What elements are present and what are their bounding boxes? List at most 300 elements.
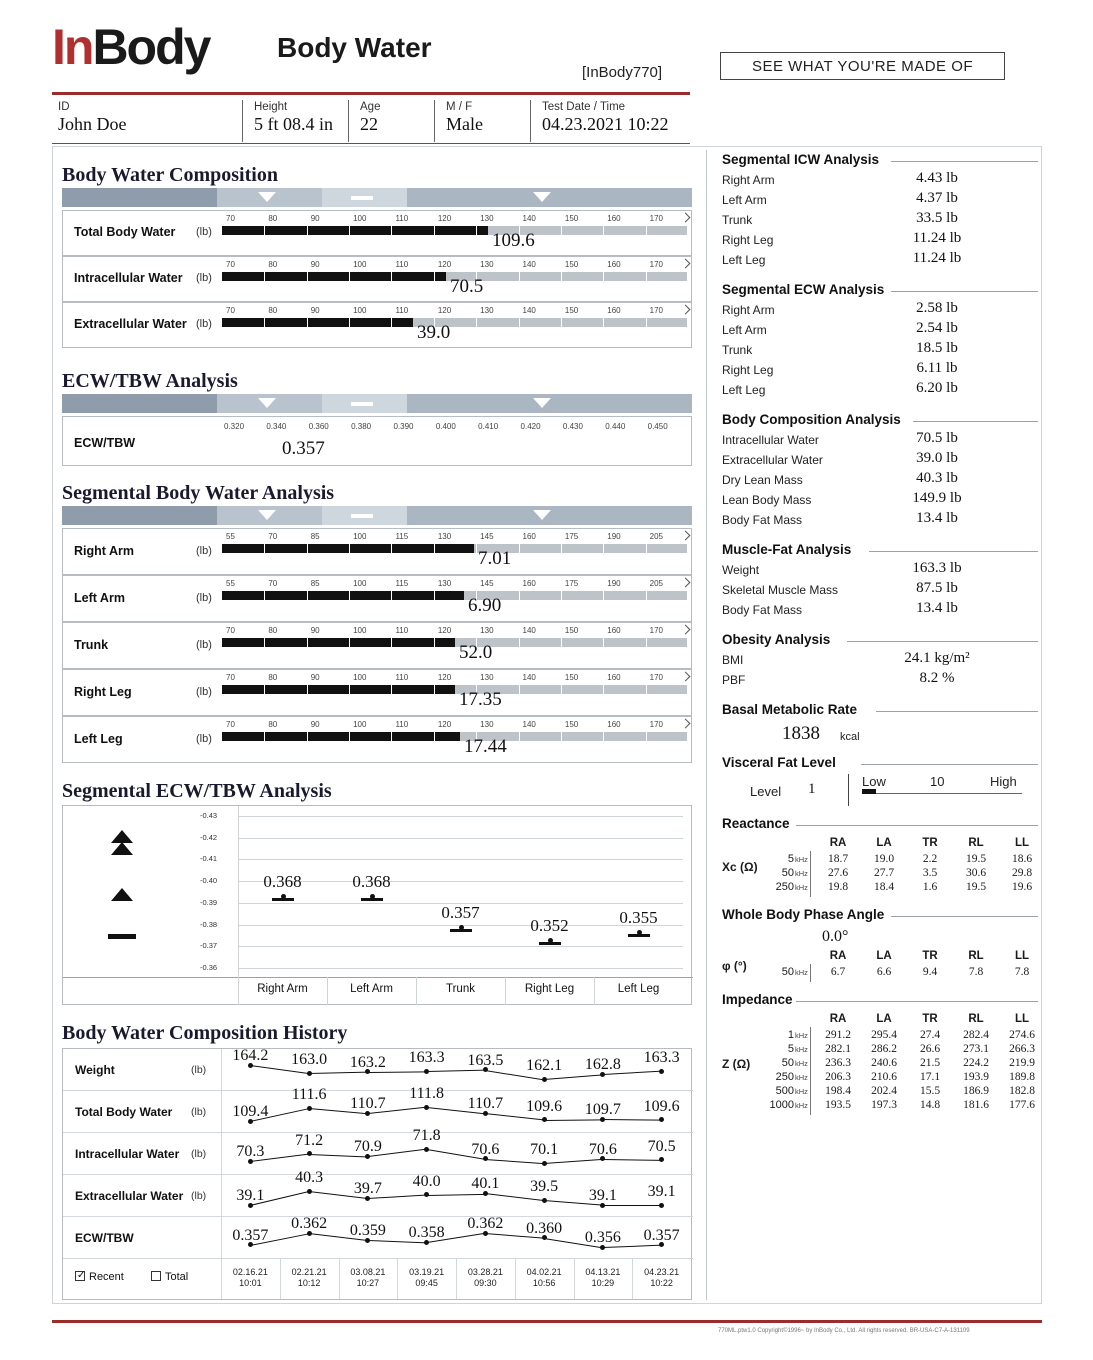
impedance-cell-3-3: 193.9 — [963, 1071, 989, 1083]
segchart-value-2: 0.357 — [441, 902, 480, 922]
reactance-cell-1-1: 27.7 — [873, 867, 895, 879]
impedance-freq-4: 500 — [775, 1085, 794, 1097]
history-date-2: 03.08.21 — [350, 1267, 386, 1277]
history-value-2-4: 70.6 — [471, 1140, 500, 1158]
history-date-cell-7 — [632, 1267, 691, 1289]
history-value-0-4: 163.5 — [467, 1051, 504, 1069]
reactance-cell-1-3: 30.6 — [965, 867, 987, 879]
report-subtitle: Body Water — [277, 32, 432, 63]
sbw-3-tick-5 — [434, 685, 435, 694]
body-composition-item-value-1: 39.0 lb — [916, 450, 958, 466]
sbw-marker-over-triangle — [533, 510, 551, 520]
bwc-2-tick-1 — [264, 318, 265, 327]
ecwtbw-marker-under-triangle — [258, 398, 276, 408]
bwc-2-scale-5: 120 — [437, 306, 452, 315]
sbw-3-tick-7 — [519, 685, 520, 694]
bwc-1-tick-7 — [519, 272, 520, 281]
sbw-1-scale-6: 145 — [480, 579, 494, 588]
segchart-axis-line — [63, 977, 693, 978]
history-row-unit-3: (lb) — [191, 1190, 207, 1202]
sbw-2-scale-3: 100 — [353, 626, 367, 635]
history-value-1-6: 109.7 — [584, 1101, 621, 1119]
segchart-gridline-6 — [238, 946, 683, 947]
segchart-value-0: 0.368 — [263, 871, 302, 891]
sbw-4-tick-7 — [519, 732, 520, 741]
history-date-cell-5 — [515, 1267, 574, 1289]
sbw-3-tick-10 — [646, 685, 647, 694]
impedance-cell-4-0: 198.4 — [825, 1085, 851, 1097]
demo-testdate-label: Test Date / Time — [542, 101, 626, 113]
segchart-category-2: Trunk — [446, 983, 475, 995]
sbw-3-scale-7: 140 — [522, 673, 536, 682]
sbw-2-scale-2: 90 — [310, 626, 320, 635]
segchart-point-bar-4 — [628, 934, 650, 937]
history-legend-total[interactable]: Total — [151, 1271, 188, 1283]
segchart-legend-double-up-icon-2 — [111, 842, 133, 855]
ecwtbw-label: ECW/TBW — [74, 436, 136, 450]
segmental-icw-item-label-0: Right Arm — [722, 173, 775, 187]
bwc-1-value: 70.5 — [450, 276, 484, 297]
sbw-2-scale-10: 170 — [649, 626, 663, 635]
right-title-impedance-rule — [796, 1001, 1038, 1002]
history-value-2-5: 70.1 — [530, 1141, 559, 1158]
bwc-1-scale-3: 100 — [353, 260, 367, 269]
segchart-category-3: Right Leg — [524, 983, 575, 995]
phase-angle-col-0: RA — [829, 950, 847, 962]
sbw-4-tick-9 — [603, 732, 604, 741]
bwc-1-label: Intracellular Water — [74, 271, 183, 285]
segchart-gridline-0 — [238, 816, 683, 817]
phase-angle-col-1: LA — [876, 950, 892, 962]
reactance-col-0: RA — [829, 837, 847, 849]
report-header — [52, 18, 1042, 96]
body-composition-item-value-4: 13.4 lb — [916, 510, 958, 526]
sbw-1-scale-8: 175 — [564, 579, 579, 588]
footer-red-rule — [52, 1320, 1042, 1323]
bwc-1-tick-2 — [307, 272, 308, 281]
bwc-2-scale-8: 150 — [564, 306, 579, 315]
segmental-ecw-item-label-4: Left Leg — [722, 383, 766, 397]
bwc-2-scale-9: 160 — [607, 306, 621, 315]
bwc-2-scale-10: 170 — [649, 306, 663, 315]
sbw-2-scale-8: 150 — [564, 626, 579, 635]
sbw-3-scale-9: 160 — [607, 673, 621, 682]
segchart-value-3: 0.352 — [530, 916, 569, 936]
right-title-reactance: Reactance — [722, 816, 790, 831]
reactance-unit-0: kHz — [795, 855, 808, 864]
sbw-4-scale-1: 80 — [268, 720, 278, 729]
muscle-fat-item-label-1: Skeletal Muscle Mass — [722, 583, 839, 597]
bwc-1-scale-1: 80 — [268, 260, 278, 269]
bwc-0-tick-1 — [264, 226, 265, 235]
sbw-2-tick-8 — [561, 638, 562, 647]
sbw-2-tick-3 — [349, 638, 350, 647]
history-date-3: 03.19.21 — [409, 1267, 445, 1277]
column-divider — [706, 150, 707, 1300]
ecwtbw-value: 0.357 — [282, 438, 325, 459]
history-time-4: 09:30 — [474, 1278, 497, 1288]
segchart-ytick-0: -0.43 — [200, 811, 218, 820]
bwc-0-scale-4: 110 — [395, 214, 409, 223]
sbw-0-tick-10 — [646, 544, 647, 553]
history-date-cell-0 — [221, 1267, 280, 1289]
segchart-point-bar-3 — [539, 942, 561, 945]
impedance-cell-5-2: 14.8 — [919, 1099, 941, 1111]
ecwtbw-gradient-header — [62, 394, 692, 413]
demo-gender — [440, 98, 530, 144]
sbw-3-tick-8 — [561, 685, 562, 694]
logo-in-text: In — [52, 19, 93, 75]
reactance-cell-0-0: 18.7 — [827, 853, 849, 865]
impedance-cell-0-2: 27.4 — [919, 1029, 941, 1041]
history-value-1-3: 111.8 — [409, 1085, 445, 1102]
impedance-cell-0-3: 282.4 — [963, 1029, 989, 1041]
segchart-colsep-2 — [416, 977, 417, 1005]
reactance-cell-2-4: 19.6 — [1011, 881, 1033, 893]
ecwtbw-scale-5: 0.400 — [435, 422, 456, 431]
impedance-cell-4-1: 202.4 — [871, 1085, 897, 1097]
sbw-3-scale-1: 80 — [268, 673, 278, 682]
sbw-0-tick-1 — [264, 544, 265, 553]
history-date-5: 04.02.21 — [526, 1267, 562, 1277]
bwc-2-tick-10 — [646, 318, 647, 327]
impedance-freq-0: 1 — [787, 1029, 794, 1041]
sbw-1-scale-7: 160 — [522, 579, 536, 588]
reactance-cell-2-2: 1.6 — [922, 881, 938, 893]
impedance-cell-3-1: 210.6 — [871, 1071, 897, 1083]
segmental-icw-item-value-4: 11.24 lb — [912, 250, 962, 266]
history-date-colsep-1 — [280, 1259, 281, 1299]
segmental-ecw-item-value-3: 6.11 lb — [916, 360, 958, 376]
demo-testdate — [536, 98, 696, 144]
history-legend-recent[interactable]: ✓ Recent — [77, 1270, 124, 1283]
segmental-icw-item-label-4: Left Leg — [722, 253, 766, 267]
demographics-bar — [52, 98, 690, 144]
sbw-3-scale-5: 120 — [437, 673, 452, 682]
sbw-0-bar — [222, 544, 474, 553]
segchart-left-axis — [238, 806, 239, 1005]
impedance-cell-1-0: 282.1 — [825, 1043, 851, 1055]
sbw-2-scale-4: 110 — [395, 626, 409, 635]
history-value-0-7: 163.3 — [643, 1049, 680, 1066]
segchart-ytick-2: -0.41 — [200, 854, 218, 864]
reactance-cell-1-2: 3.5 — [922, 867, 938, 879]
sbw-0-tick-5 — [434, 544, 435, 553]
demo-height-label: Height — [254, 101, 288, 113]
sbw-2-label: Trunk — [74, 637, 109, 652]
history-time-6: 10:29 — [591, 1278, 615, 1288]
impedance-cell-2-0: 236.3 — [825, 1057, 851, 1069]
history-value-3-4: 40.1 — [471, 1175, 500, 1193]
impedance-freq-2: 50 — [781, 1057, 794, 1069]
sbw-2-tick-9 — [603, 638, 604, 647]
slogan-box: SEE WHAT YOU'RE MADE OF — [720, 52, 1005, 80]
demo-id — [52, 98, 242, 144]
bwc-0-scale-1: 80 — [268, 214, 278, 223]
bwc-1-scale-2: 90 — [310, 260, 320, 269]
sbw-1-unit: (lb) — [196, 591, 212, 604]
impedance-unit-0: kHz — [795, 1031, 808, 1040]
impedance-cell-2-2: 21.5 — [919, 1057, 941, 1069]
sbw-2-scale-9: 160 — [607, 626, 621, 635]
demo-age — [354, 98, 434, 144]
bwc-0-tick-6 — [476, 226, 477, 235]
segchart-value-4: 0.355 — [619, 908, 658, 928]
sbw-4-tick-2 — [307, 732, 308, 741]
obesity-item-value-1: 8.2 % — [919, 670, 955, 686]
sbw-1-tick-2 — [307, 591, 308, 600]
bwc-2-tick-7 — [519, 318, 520, 327]
sbw-4-tick-3 — [349, 732, 350, 741]
sbw-0-scale-3: 100 — [353, 532, 367, 541]
sbw-marker-normal-dash — [351, 514, 373, 518]
sbw-3-scale-3: 100 — [353, 673, 367, 682]
bwc-0-tick-10 — [646, 226, 647, 235]
sbw-2-bar — [222, 638, 455, 647]
impedance-cell-1-1: 286.2 — [871, 1043, 897, 1055]
reactance-freq-0: 5 — [787, 853, 794, 865]
sbw-3-bar — [222, 685, 455, 694]
history-value-0-5: 162.1 — [526, 1057, 563, 1074]
history-date-colsep-7 — [632, 1259, 633, 1299]
segchart-ytick-4: -0.39 — [200, 897, 218, 907]
sbw-0-scale-2: 85 — [310, 532, 320, 541]
phase-angle-cell-0-1: 6.6 — [876, 966, 892, 978]
right-title-reactance-rule — [796, 825, 1038, 826]
reactance-cell-0-2: 2.2 — [922, 853, 938, 865]
history-value-3-3: 40.0 — [412, 1172, 441, 1190]
reactance-freq-1: 50 — [781, 867, 794, 879]
phase-angle-col-4: LL — [1014, 950, 1030, 962]
segmental-icw-item-value-2: 33.5 lb — [916, 210, 958, 226]
sbw-1-scale-9: 190 — [607, 579, 621, 588]
bwc-2-bar — [222, 318, 413, 327]
sbw-3-scale-4: 110 — [395, 673, 409, 682]
bwc-0-bar — [222, 226, 488, 235]
segmental-icw-item-label-1: Left Arm — [722, 193, 767, 207]
sbw-1-bar — [222, 591, 464, 600]
impedance-cell-1-3: 273.1 — [963, 1043, 989, 1055]
section-title-history: Body Water Composition History — [62, 1022, 348, 1044]
sbw-3-label: Right Leg — [74, 684, 132, 699]
visceral-level-value: 1 — [808, 781, 816, 797]
inbody-logo — [52, 18, 209, 76]
segchart-gridline-1 — [238, 838, 683, 839]
impedance-cell-1-2: 26.6 — [919, 1043, 941, 1055]
sbw-0-tick-7 — [519, 544, 520, 553]
bwc-1-scale-4: 110 — [395, 260, 409, 269]
body-composition-item-label-1: Extracellular Water — [722, 453, 823, 467]
history-line-0-2 — [368, 1071, 427, 1073]
sbw-2-value: 52.0 — [459, 642, 493, 663]
reactance-col-3: RL — [968, 837, 984, 849]
impedance-cell-0-0: 291.2 — [825, 1029, 851, 1041]
phase-angle-cell-0-2: 9.4 — [922, 966, 938, 978]
segmental-ecw-item-label-1: Left Arm — [722, 323, 767, 337]
bwc-0-scale-10: 170 — [649, 214, 663, 223]
ecwtbw-scale-3: 0.380 — [351, 422, 372, 431]
sbw-3-scale-10: 170 — [649, 673, 663, 682]
ecwtbw-scale-10: 0.450 — [647, 422, 668, 431]
body-composition-item-label-2: Dry Lean Mass — [722, 473, 803, 487]
segchart-gridline-2 — [238, 859, 683, 860]
segmental-icw-item-label-3: Right Leg — [722, 233, 774, 247]
segmental-ecw-item-value-2: 18.5 lb — [916, 340, 958, 356]
history-value-4-7: 0.357 — [643, 1226, 680, 1244]
sbw-3-scale-2: 90 — [310, 673, 320, 682]
segmental-ecw-item-label-3: Right Leg — [722, 363, 774, 377]
impedance-unit-3: kHz — [795, 1073, 808, 1082]
bwc-1-scale-5: 120 — [437, 260, 452, 269]
impedance-cell-2-1: 240.6 — [871, 1057, 897, 1069]
reactance-col-4: LL — [1014, 837, 1030, 849]
demo-height — [248, 98, 348, 144]
history-value-3-5: 39.5 — [530, 1178, 559, 1196]
ecwtbw-scale-4: 0.390 — [393, 422, 414, 431]
history-value-4-6: 0.356 — [584, 1229, 621, 1246]
sbw-2-scale-6: 130 — [480, 626, 494, 635]
sbw-0-tick-4 — [391, 544, 392, 553]
sbw-1-tick-5 — [434, 591, 435, 600]
segchart-category-4: Left Leg — [617, 983, 660, 995]
sbw-3-scale-8: 150 — [564, 673, 579, 682]
body-composition-item-value-0: 70.5 lb — [916, 430, 958, 446]
sbw-1-value: 6.90 — [468, 595, 502, 616]
segchart-gridline-7 — [238, 968, 683, 969]
reactance-cell-1-4: 29.8 — [1011, 867, 1033, 879]
sbw-1-scale-0: 55 — [226, 579, 235, 588]
sbw-0-scale-0: 55 — [226, 532, 235, 541]
history-value-4-4: 0.362 — [467, 1215, 504, 1232]
ecwtbw-scale-8: 0.430 — [562, 422, 583, 431]
demo-age-value: 22 — [360, 114, 378, 134]
segchart-point-bar-0 — [272, 898, 294, 901]
reactance-cell-1-0: 27.6 — [827, 867, 849, 879]
history-value-2-1: 71.2 — [295, 1131, 324, 1149]
bwc-0-scale-2: 90 — [310, 214, 320, 223]
section-title-segmental-body-water: Segmental Body Water Analysis — [62, 482, 335, 504]
sbw-4-value: 17.44 — [464, 736, 507, 757]
bwc-0-scale-3: 100 — [353, 214, 367, 223]
phase-angle-cell-0-4: 7.8 — [1014, 966, 1030, 978]
bwc-2-value: 39.0 — [417, 322, 451, 343]
section-title-body-water-composition: Body Water Composition — [62, 164, 278, 186]
history-value-3-0: 39.1 — [236, 1187, 265, 1204]
segchart-colsep-1 — [327, 977, 328, 1005]
phase-angle-col-2: TR — [922, 950, 938, 962]
sbw-1-tick-10 — [646, 591, 647, 600]
sbw-1-tick-4 — [391, 591, 392, 600]
body-composition-item-label-0: Intracellular Water — [722, 433, 819, 447]
segchart-point-bar-1 — [361, 898, 383, 901]
sbw-1-tick-8 — [561, 591, 562, 600]
impedance-unit-1: kHz — [795, 1045, 808, 1054]
impedance-cell-2-4: 219.9 — [1009, 1057, 1035, 1069]
header-red-rule — [52, 92, 690, 95]
history-table — [62, 1048, 692, 1300]
impedance-cell-5-4: 177.6 — [1009, 1099, 1035, 1111]
reactance-cell-0-3: 19.5 — [965, 853, 987, 865]
sbw-2-scale-1: 80 — [268, 626, 278, 635]
impedance-cell-3-2: 17.1 — [919, 1071, 941, 1083]
sbw-3-scale-6: 130 — [480, 673, 494, 682]
bwc-1-bar — [222, 272, 446, 281]
reactance-cell-0-1: 19.0 — [873, 853, 895, 865]
history-date-4: 03.28.21 — [467, 1267, 503, 1277]
ecwtbw-scale-7: 0.420 — [520, 422, 541, 431]
sbw-2-tick-5 — [434, 638, 435, 647]
bwc-2-label: Extracellular Water — [74, 317, 187, 331]
visceral-scale-line — [862, 793, 1022, 794]
bwc-2-tick-4 — [391, 318, 392, 327]
bwc-1-scale-6: 130 — [480, 260, 494, 269]
sbw-0-scale-6: 145 — [480, 532, 494, 541]
reactance-unit-1: kHz — [795, 869, 808, 878]
section-title-ecw-tbw: ECW/TBW Analysis — [62, 370, 238, 392]
impedance-freq-1: 5 — [787, 1043, 794, 1055]
body-composition-item-label-3: Lean Body Mass — [722, 493, 812, 507]
bwc-2-scale-0: 70 — [226, 306, 235, 315]
history-date-1: 02.21.21 — [291, 1267, 327, 1277]
history-date-colsep-5 — [515, 1259, 516, 1299]
sbw-4-label: Left Leg — [74, 731, 123, 746]
history-value-0-2: 163.2 — [349, 1053, 386, 1071]
impedance-col-4: LL — [1014, 1013, 1030, 1025]
history-value-2-2: 70.9 — [353, 1138, 382, 1156]
impedance-col-1: LA — [876, 1013, 892, 1025]
sbw-3-value: 17.35 — [459, 689, 502, 710]
bwc-0-scale-9: 160 — [607, 214, 621, 223]
ecwtbw-scale-9: 0.440 — [605, 422, 626, 431]
history-row-label-0: Weight — [75, 1063, 115, 1077]
reactance-cell-0-4: 18.6 — [1011, 853, 1033, 865]
history-date-6: 04.13.21 — [585, 1267, 621, 1277]
history-date-colsep-2 — [339, 1259, 340, 1299]
sbw-0-tick-2 — [307, 544, 308, 553]
history-value-2-7: 70.5 — [647, 1137, 676, 1155]
bwc-1-tick-3 — [349, 272, 350, 281]
bwc-marker-over-triangle — [533, 192, 551, 202]
section-title-segmental-ecw-tbw: Segmental ECW/TBW Analysis — [62, 780, 332, 802]
phase-angle-vline — [810, 964, 811, 982]
impedance-unit-2: kHz — [795, 1059, 808, 1068]
segchart-value-1: 0.368 — [352, 871, 391, 891]
bwc-1-tick-1 — [264, 272, 265, 281]
impedance-cell-2-3: 224.2 — [963, 1057, 989, 1069]
reactance-cell-2-3: 19.5 — [965, 881, 987, 893]
obesity-item-label-0: BMI — [722, 653, 744, 667]
history-row-label-4: ECW/TBW — [75, 1231, 134, 1245]
ecwtbw-scale-6: 0.410 — [478, 422, 499, 431]
history-value-4-1: 0.362 — [291, 1215, 328, 1232]
history-value-2-0: 70.3 — [236, 1143, 265, 1161]
right-title-phase-angle: Whole Body Phase Angle — [722, 907, 885, 922]
history-time-1: 10:12 — [297, 1278, 321, 1288]
sbw-1-scale-3: 100 — [353, 579, 367, 588]
sbw-4-scale-2: 90 — [310, 720, 320, 729]
history-value-2-3: 71.8 — [412, 1127, 441, 1144]
impedance-cell-4-2: 15.5 — [919, 1085, 941, 1097]
ecwtbw-scale-0: 0.320 — [224, 422, 245, 431]
body-composition-item-label-4: Body Fat Mass — [722, 513, 803, 527]
visceral-low-label: Low — [862, 774, 886, 789]
bmr-unit: kcal — [840, 731, 860, 743]
bmr-value: 1838 — [782, 723, 820, 744]
segmental-icw-item-value-0: 4.43 lb — [916, 170, 958, 186]
sbw-4-scale-6: 130 — [480, 720, 494, 729]
sbw-2-unit: (lb) — [196, 638, 212, 651]
history-value-4-5: 0.360 — [526, 1219, 563, 1237]
